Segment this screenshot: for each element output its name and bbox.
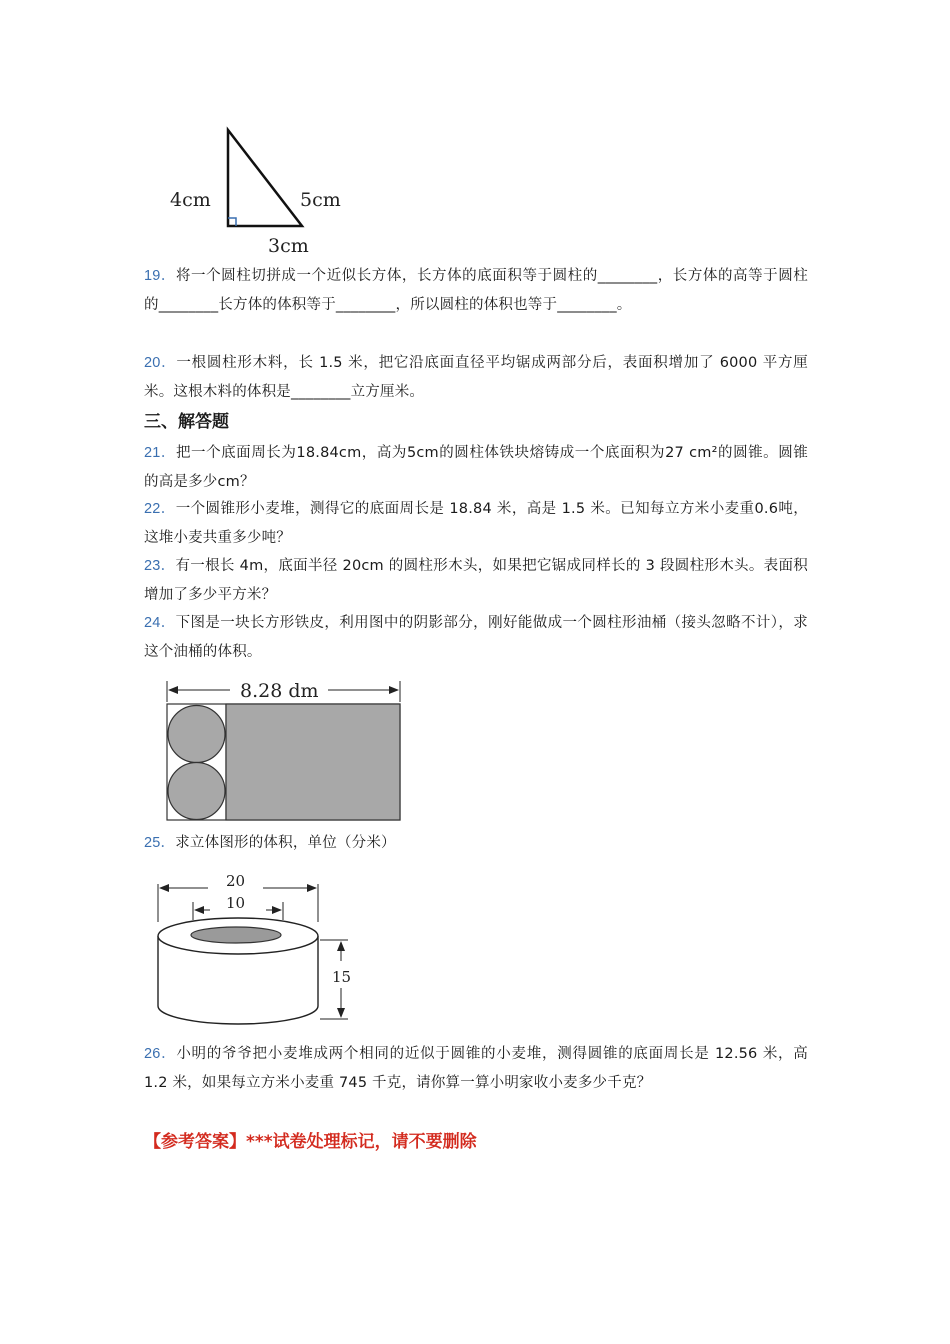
sheet-width-label: 8.28 dm	[240, 680, 319, 702]
question-text: 把一个底面周长为18.84cm，高为5cm的圆柱体铁块熔铸成一个底面积为27 cm²的圆锥。圆锥的高是多少cm？	[144, 445, 808, 490]
section-title: 三、解答题	[144, 412, 229, 432]
question-text: 有一根长 4m，底面半径 20cm 的圆柱形木头，如果把它锯成同样长的 3 段圆柱形木头。表面积增加了多少平方米？	[144, 558, 809, 603]
question-number: 24．	[144, 615, 176, 631]
question-number: 20．	[144, 355, 177, 371]
question-text: 求立体图形的体积，单位（分米）	[175, 835, 396, 851]
triangle-bottom-label: 3cm	[268, 235, 309, 257]
ring-outer-label: 20	[226, 872, 246, 890]
triangle-figure	[160, 120, 350, 260]
question-22	[144, 495, 808, 553]
question-text: 下图是一块长方形铁皮，利用图中的阴影部分，刚好能做成一个圆柱形油桶（接头忽略不计），求这个油桶的体积。	[144, 615, 808, 660]
question-number: 25．	[144, 835, 176, 851]
question-23	[144, 552, 808, 610]
question-number: 21．	[144, 445, 176, 461]
question-text: 小明的爷爷把小麦堆成两个相同的近似于圆锥的小麦堆，测得圆锥的底面周长是 12.56 米，高 1.2 米，如果每立方米小麦重 745 千克，请你算一算小明家收小麦多少千克？	[144, 1046, 808, 1091]
answer-heading: 【参考答案】***试卷处理标记，请不要删除	[144, 1132, 477, 1152]
question-25	[144, 829, 808, 858]
ring-height-label: 15	[332, 968, 352, 986]
question-number: 22．	[144, 501, 176, 517]
ring-inner-label: 10	[226, 894, 246, 912]
question-number: 26．	[144, 1046, 177, 1062]
question-text: 将一个圆柱切拼成一个近似长方体，长方体的底面积等于圆柱的________，长方体的高等于圆柱的________长方体的体积等于________，所以圆柱的体积也等于________。	[144, 268, 808, 313]
question-26	[144, 1040, 808, 1098]
question-text: 一个圆锥形小麦堆，测得它的底面周长是 18.84 米，高是 1.5 米。已知每立方米小麦重0.6吨，这堆小麦共重多少吨？	[144, 501, 808, 546]
ring-cylinder-figure	[148, 866, 363, 1036]
question-21	[144, 439, 808, 497]
sheet-figure	[160, 676, 410, 826]
triangle-left-label: 4cm	[170, 189, 211, 211]
question-24	[144, 609, 808, 667]
question-19	[144, 262, 808, 320]
question-20	[144, 349, 808, 407]
triangle-right-label: 5cm	[300, 189, 341, 211]
question-number: 19．	[144, 268, 176, 284]
question-text: 一根圆柱形木料，长 1.5 米，把它沿底面直径平均锯成两部分后，表面积增加了 6000 平方厘米。这根木料的体积是________立方厘米。	[144, 355, 809, 400]
question-number: 23．	[144, 558, 176, 574]
